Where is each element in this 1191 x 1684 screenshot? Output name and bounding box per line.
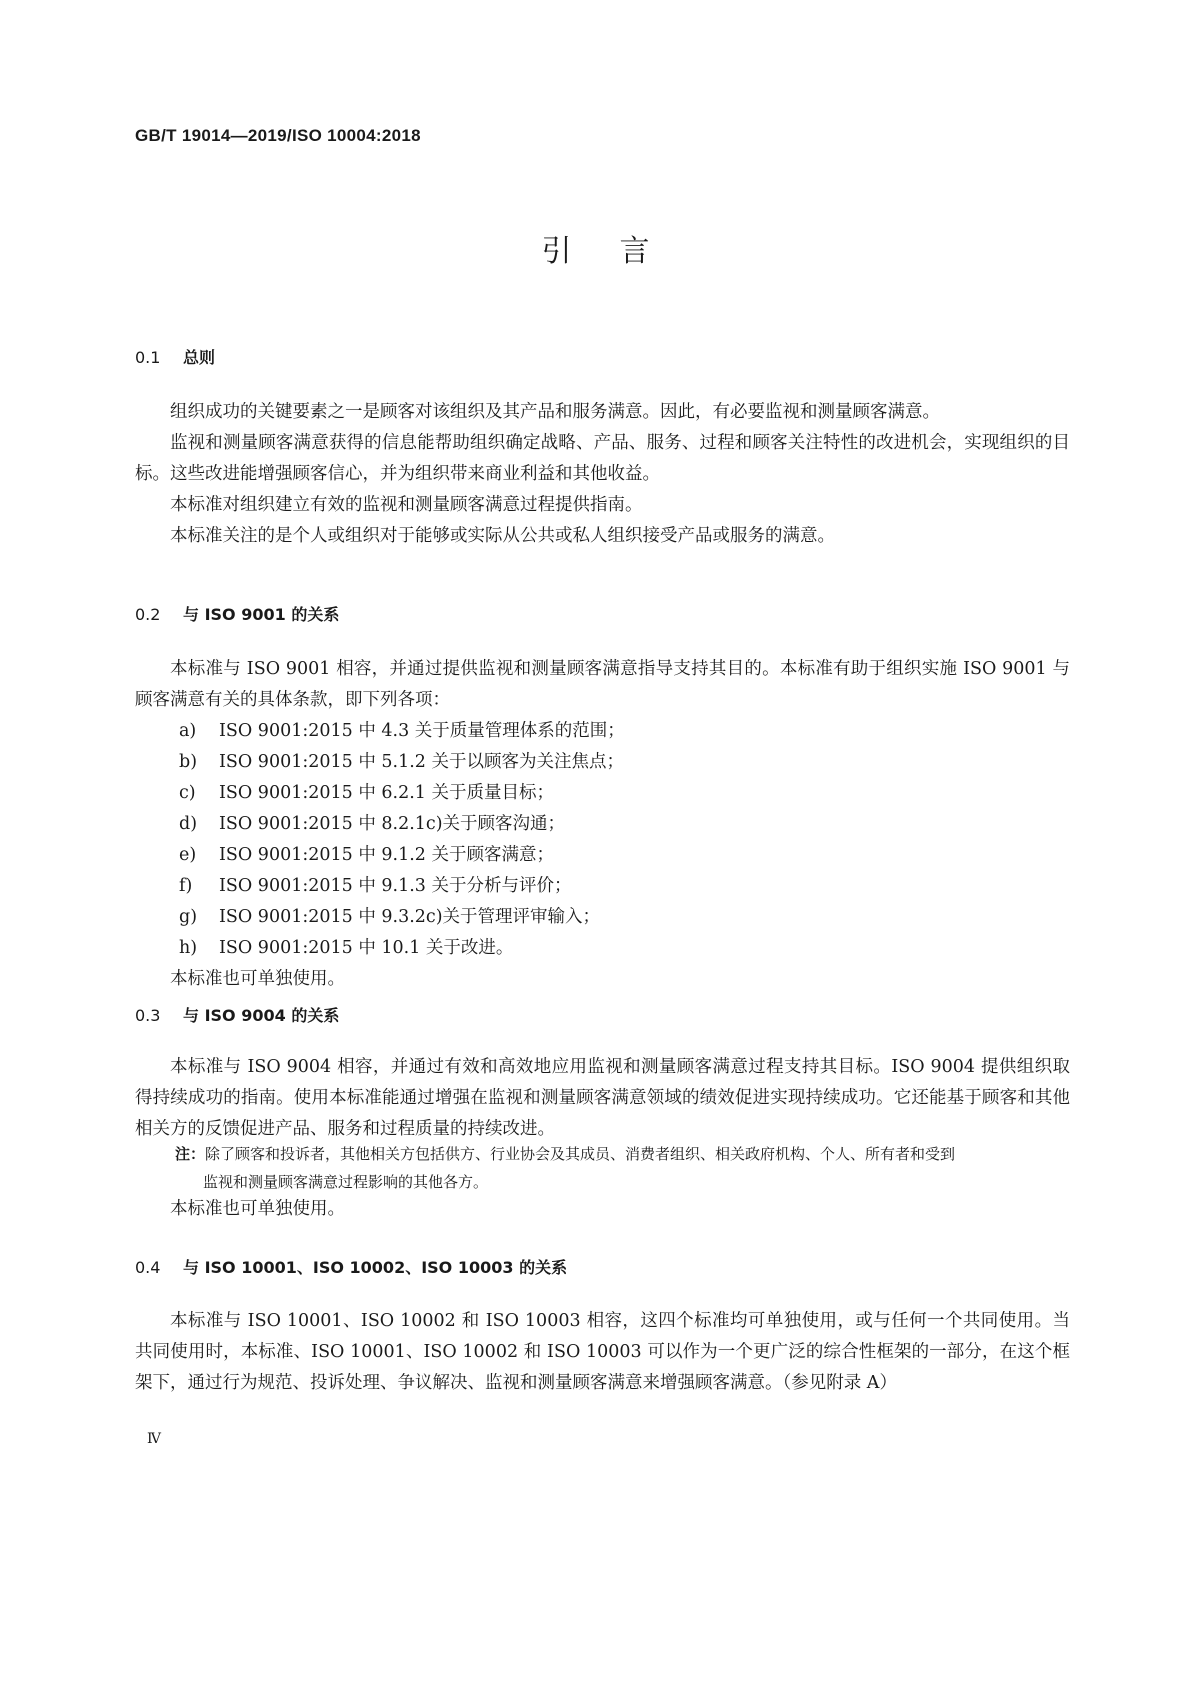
list-item-label: h) <box>179 938 198 958</box>
section-number: 0.1 <box>135 348 161 367</box>
page-title: 引言 <box>541 234 698 269</box>
list-item-label: e) <box>179 845 197 865</box>
paragraph: 组织成功的关键要素之一是顾客对该组织及其产品和服务满意。因此，有必要监视和测量顾客满意。 <box>170 402 940 422</box>
section-body-0-3 <box>135 1052 1070 1145</box>
paragraph: 本标准与 ISO 9004 相容，并通过有效和高效地应用监视和测量顾客满意过程支持其目标。ISO 9004 提供组织取得持续成功的指南。使用本标准能通过增强在监视和测量顾客满意领域的绩效促进实现持续成功。它还能基于顾客和其他相关方的反馈促进产品、服务和过程质量的持续改进。 <box>135 1057 1070 1139</box>
list-item <box>135 809 1070 840</box>
list-item-text: ISO 9001:2015 中 9.1.3 关于分析与评价； <box>219 876 572 896</box>
section-heading-0-4 <box>135 1255 567 1278</box>
paragraph: 本标准关注的是个人或组织对于能够或实际从公共或私人组织接受产品或服务的满意。 <box>170 526 835 546</box>
paragraph: 本标准与 ISO 9001 相容，并通过提供监视和测量顾客满意指导支持其目的。本标准有助于组织实施 ISO 9001 与顾客满意有关的具体条款，即下列各项： <box>135 659 1070 710</box>
page-number: Ⅳ <box>147 1431 161 1447</box>
section-body-0-4 <box>135 1306 1070 1399</box>
section-body-0-2 <box>135 654 1070 995</box>
section-heading-0-2 <box>135 602 339 625</box>
list-item-label: b) <box>179 752 198 772</box>
section-title: 总则 <box>183 348 216 367</box>
section-number: 0.4 <box>135 1258 161 1277</box>
list-item-text: ISO 9001:2015 中 5.1.2 关于以顾客为关注焦点； <box>219 752 624 772</box>
list-item <box>135 716 1070 747</box>
paragraph: 本标准也可单独使用。 <box>170 1199 345 1219</box>
paragraph: 本标准对组织建立有效的监视和测量顾客满意过程提供指南。 <box>170 495 643 515</box>
list-item <box>135 778 1070 809</box>
paragraph: 本标准也可单独使用。 <box>170 969 345 989</box>
standard-code: GB/T 19014—2019/ISO 10004:2018 <box>135 126 421 145</box>
section-heading-0-1 <box>135 345 215 368</box>
list-item <box>135 747 1070 778</box>
list-item-text: ISO 9001:2015 中 9.3.2c)关于管理评审输入； <box>219 907 601 927</box>
list-item <box>135 933 1070 964</box>
list-item-text: ISO 9001:2015 中 6.2.1 关于质量目标； <box>219 783 554 803</box>
list-item-label: a) <box>179 721 197 741</box>
note-text: 监视和测量顾客满意过程影响的其他各方。 <box>203 1173 489 1191</box>
note <box>175 1140 1075 1196</box>
section-title: 与 ISO 9004 的关系 <box>183 1006 340 1025</box>
list-item-label: c) <box>179 783 196 803</box>
section-body-0-1 <box>135 397 1070 552</box>
section-number: 0.3 <box>135 1006 161 1025</box>
list-item-text: ISO 9001:2015 中 8.2.1c)关于顾客沟通； <box>219 814 566 834</box>
list-item-label: f) <box>179 876 193 896</box>
list-item-label: g) <box>179 907 198 927</box>
section-title: 与 ISO 9001 的关系 <box>183 605 340 624</box>
section-heading-0-3 <box>135 1003 339 1026</box>
section-title: 与 ISO 10001、ISO 10002、ISO 10003 的关系 <box>183 1258 568 1277</box>
requirements-list <box>135 716 1070 964</box>
section-closing-0-3 <box>135 1194 1070 1225</box>
list-item-text: ISO 9001:2015 中 9.1.2 关于顾客满意； <box>219 845 554 865</box>
list-item <box>135 840 1070 871</box>
paragraph: 本标准与 ISO 10001、ISO 10002 和 ISO 10003 相容，这四个标准均可单独使用，或与任何一个共同使用。当共同使用时，本标准、ISO 10001、ISO 10002 和 ISO 10003 可以作为一个更广泛的综合性框架的一部分，在这个框架下，通过行为规范、投诉处理、争议解决、监视和测量顾客满意来增强顾客满意。（参见附录 A） <box>135 1311 1070 1393</box>
list-item <box>135 902 1070 933</box>
note-text: 除了顾客和投诉者，其他相关方包括供方、行业协会及其成员、消费者组织、相关政府机构、个人、所有者和受到 <box>205 1145 956 1163</box>
list-item <box>135 871 1070 902</box>
section-number: 0.2 <box>135 605 161 624</box>
list-item-text: ISO 9001:2015 中 10.1 关于改进。 <box>219 938 514 958</box>
note-label: 注： <box>175 1145 206 1163</box>
list-item-label: d) <box>179 814 198 834</box>
paragraph: 监视和测量顾客满意获得的信息能帮助组织确定战略、产品、服务、过程和顾客关注特性的改进机会，实现组织的目标。这些改进能增强顾客信心，并为组织带来商业利益和其他收益。 <box>135 433 1070 484</box>
list-item-text: ISO 9001:2015 中 4.3 关于质量管理体系的范围； <box>219 721 625 741</box>
